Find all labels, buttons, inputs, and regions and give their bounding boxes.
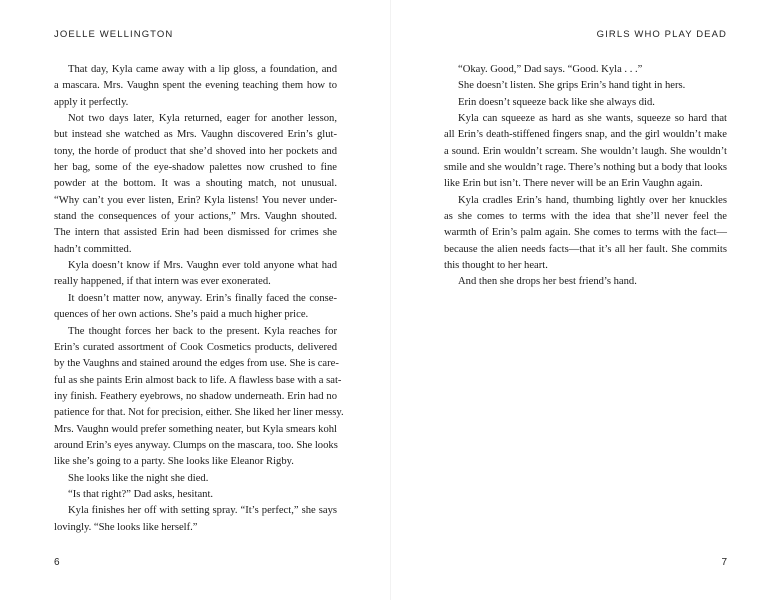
text-line: powder at the bottom. It was a shouting match, not unusual. xyxy=(54,178,337,190)
running-head-author: JOELLE WELLINGTON xyxy=(54,29,174,40)
text-line: by the Vaughns and stained around the edges from use. She is care- xyxy=(54,358,339,370)
text-line: Erin’s curated assortment of Cook Cosmetics products, delivered xyxy=(54,341,337,353)
text-line: Kyla cradles Erin’s hand, thumbing lightly over her knuckles xyxy=(458,194,727,206)
right-page xyxy=(391,0,781,600)
text-line: The thought forces her back to the present. Kyla reaches for xyxy=(68,325,337,337)
text-line: Kyla can squeeze as hard as she wants, squeeze so hard that xyxy=(458,113,727,125)
text-line: tony, the horde of product that she’d shoved into her pockets and xyxy=(54,145,337,157)
text-line: “Is that right?” Dad asks, hesitant. xyxy=(68,488,214,500)
running-head-title: GIRLS WHO PLAY DEAD xyxy=(596,29,727,40)
left-page-body xyxy=(54,62,344,536)
left-page xyxy=(0,0,390,600)
text-line: warmth of Erin’s palm again. She comes to terms with the fact— xyxy=(444,227,727,239)
text-line: all Erin’s death-stiffened fingers snap, and the girl wouldn’t make xyxy=(444,129,727,141)
right-page-body xyxy=(444,62,727,291)
text-line: ful as she paints Erin almost back to life. A flawless base with a sat- xyxy=(54,374,342,386)
text-line: a mascara. Mrs. Vaughn spent the evening teaching them how to xyxy=(54,80,337,92)
page-number-right: 7 xyxy=(721,557,727,568)
text-line: Kyla finishes her off with setting spray. “It’s perfect,” she says xyxy=(68,505,337,517)
text-line: because the alien needs facts—that it’s all her fault. She commits xyxy=(444,243,727,255)
text-line: “Why can’t you ever listen, Erin? Kyla listens! You never under- xyxy=(54,194,337,206)
text-line: iny finish. Feathery eyebrows, no shadow underneath. Erin had no xyxy=(54,390,337,402)
text-line: around Erin’s eyes anyway. Clumps on the mascara, too. She looks xyxy=(54,439,338,451)
text-line: Mrs. Vaughn would prefer something neater, but Kyla smears kohl xyxy=(54,423,337,435)
text-line: Kyla doesn’t know if Mrs. Vaughn ever told anyone what had xyxy=(68,260,337,272)
text-line: She looks like the night she died. xyxy=(68,472,209,484)
text-line: The intern that assisted Erin had been dismissed for crimes she xyxy=(54,227,337,239)
text-line: lovingly. “She looks like herself.” xyxy=(54,521,198,533)
text-line: “Okay. Good,” Dad says. “Good. Kyla . . .” xyxy=(458,64,643,75)
text-line: really happened, if that intern was ever exonerated. xyxy=(54,276,271,288)
text-line: hadn’t committed. xyxy=(54,243,132,255)
text-line: her bag, some of the eye-shadow palettes now crushed to fine xyxy=(54,162,337,174)
text-line: That day, Kyla came away with a lip gloss, a foundation, and xyxy=(68,64,337,75)
text-line: but instead she watched as Mrs. Vaughn discovered Erin’s glut- xyxy=(54,129,337,141)
text-line: smile and she wouldn’t rage. There’s nothing but a body that looks xyxy=(444,162,727,174)
text-line: stand the consequences of your actions,” Mrs. Vaughn shouted. xyxy=(54,211,337,223)
text-line: a sound. Erin wouldn’t scream. She wouldn’t laugh. She wouldn’t xyxy=(444,145,727,157)
text-line: She doesn’t listen. She grips Erin’s hand tight in hers. xyxy=(458,80,686,92)
text-line: It doesn’t matter now, anyway. Erin’s finally faced the conse- xyxy=(68,292,337,304)
text-line: Not two days later, Kyla returned, eager for another lesson, xyxy=(68,113,337,125)
text-line: like Erin but isn’t. There never will be an Erin Vaughn again. xyxy=(444,178,703,190)
text-line: apply it perfectly. xyxy=(54,96,129,108)
text-line: quences of her own actions. She’s paid a much higher price. xyxy=(54,309,309,321)
text-line: And then she drops her best friend’s hand. xyxy=(458,276,637,288)
text-line: like she’s going to a party. She looks like Eleanor Rigby. xyxy=(54,456,294,468)
text-line: Erin doesn’t squeeze back like she always did. xyxy=(458,96,655,108)
text-line: this thought to her heart. xyxy=(444,260,548,272)
page-number-left: 6 xyxy=(54,557,60,568)
text-line: as she comes to terms with the idea that she’ll never feel the xyxy=(444,211,727,223)
text-line: patience for that. Not for precision, either. She liked her liner messy. xyxy=(54,407,344,419)
